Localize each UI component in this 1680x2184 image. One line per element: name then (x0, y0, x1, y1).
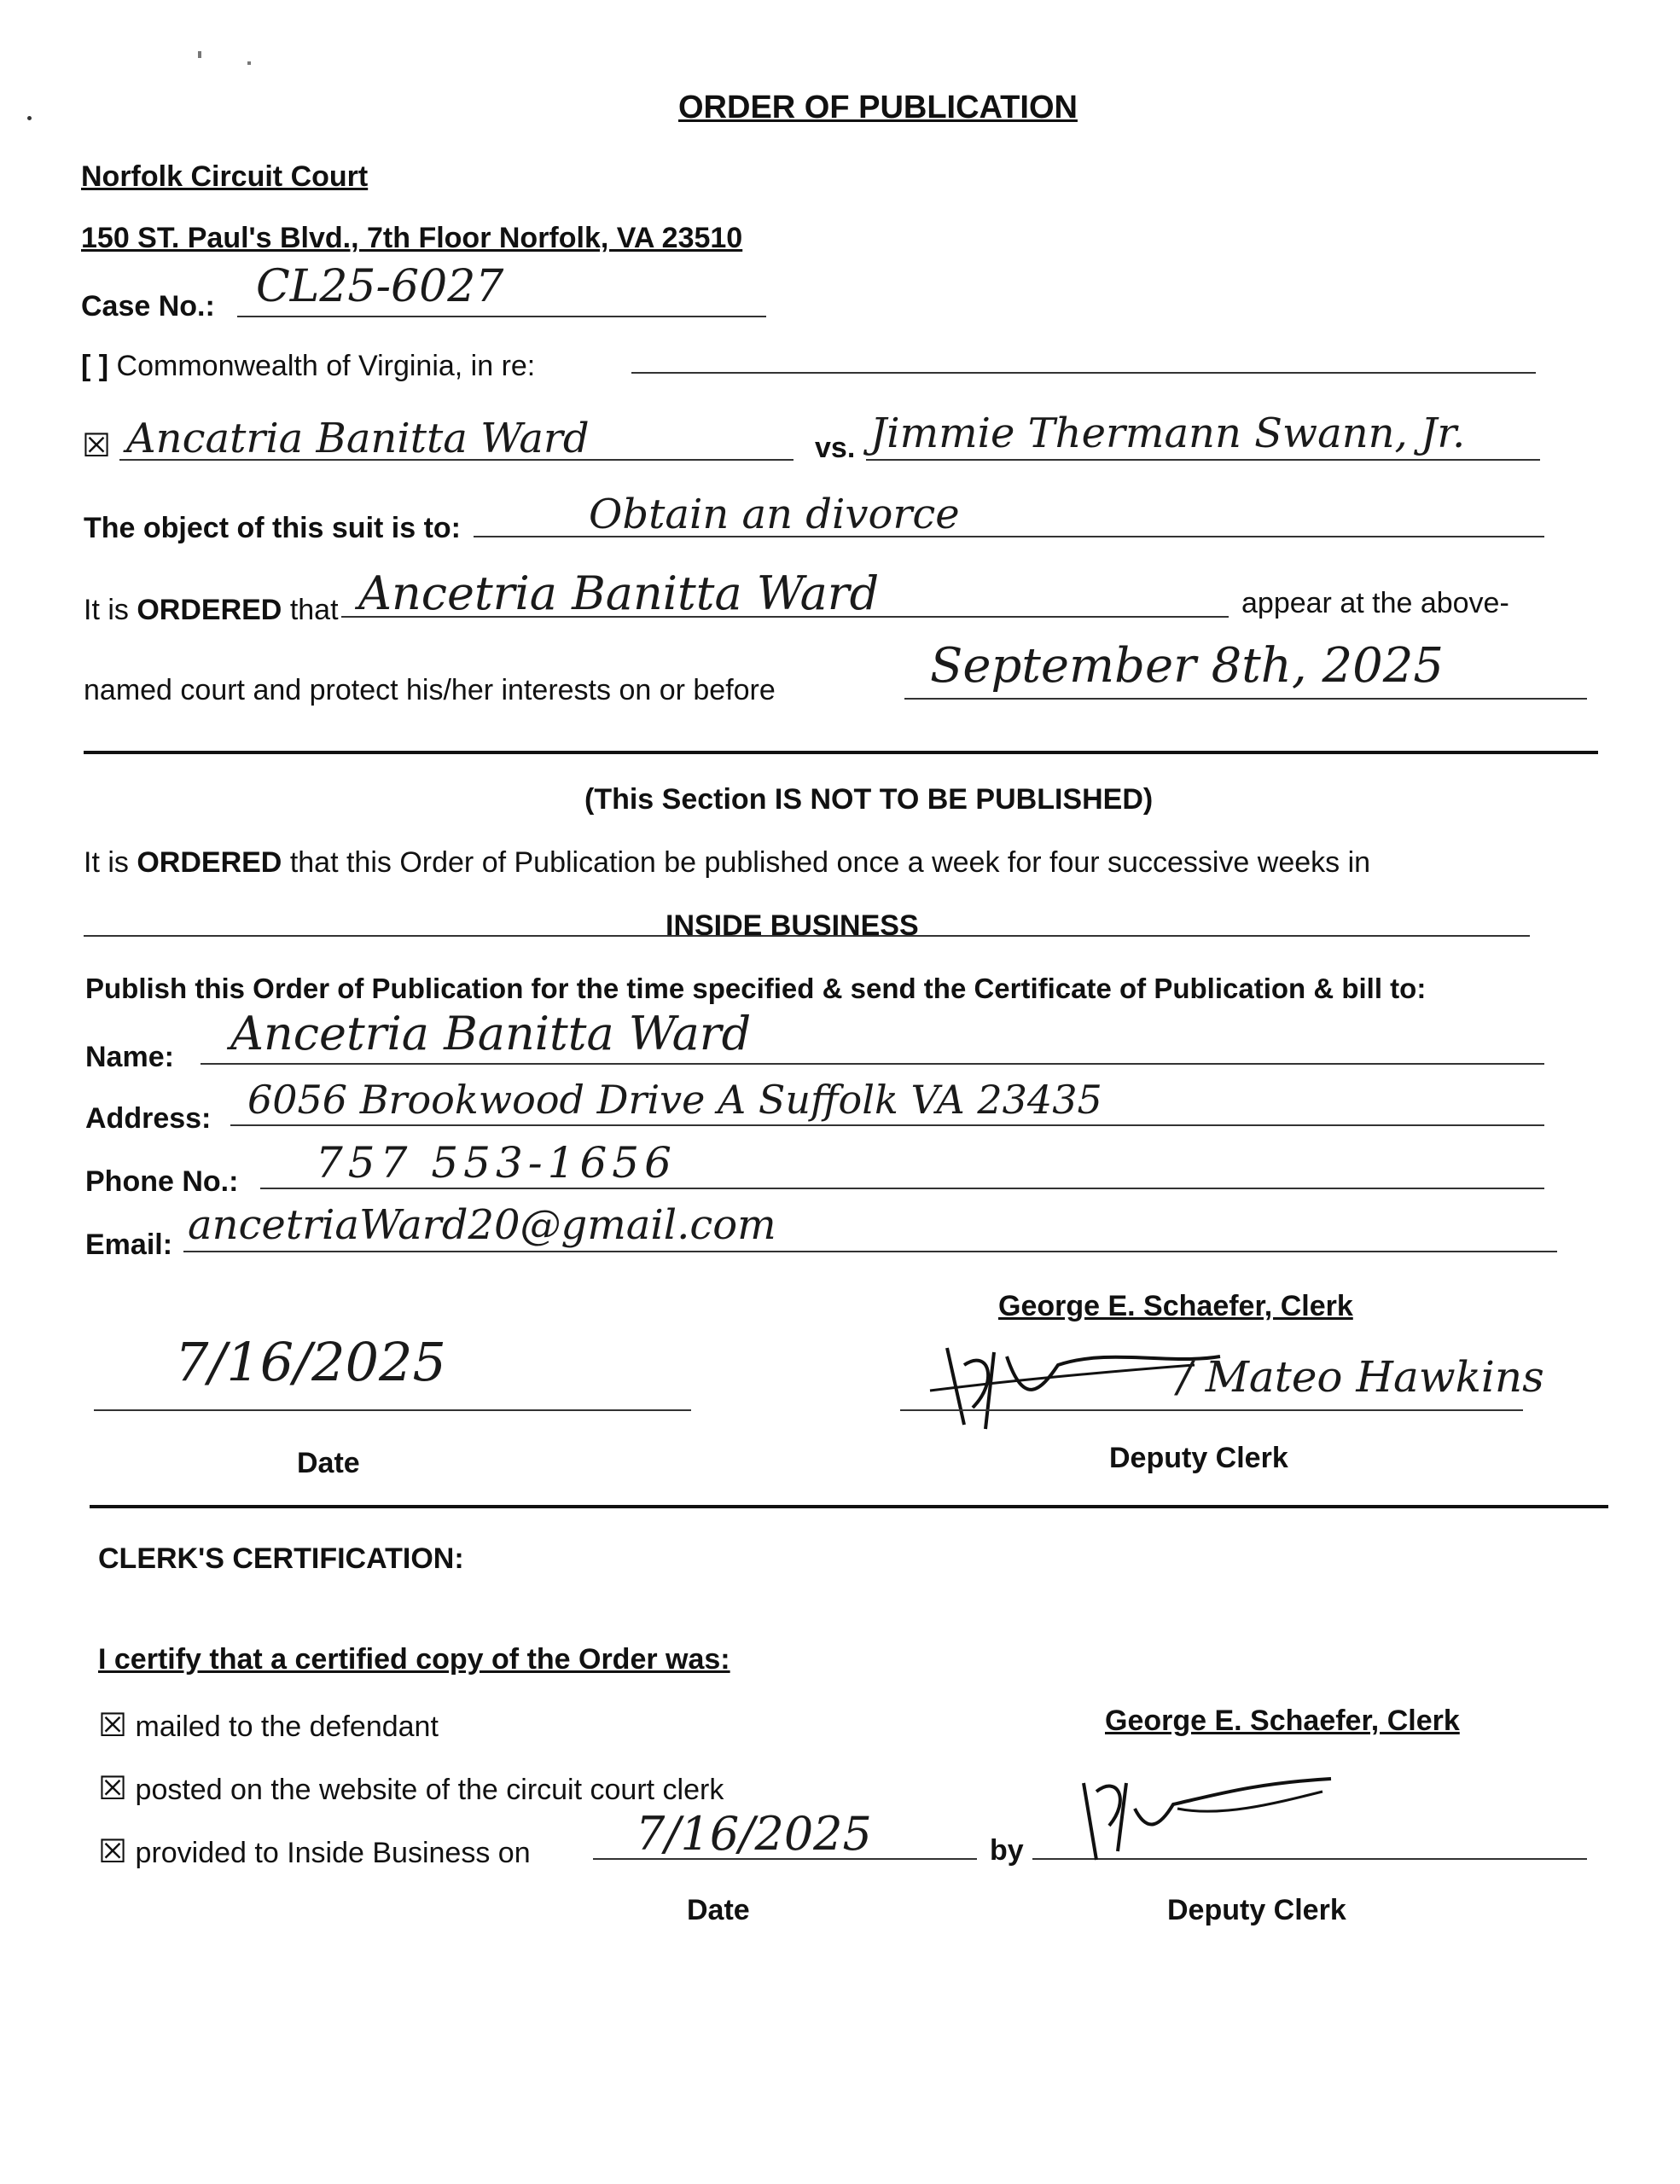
court-name: Norfolk Circuit Court (81, 160, 369, 193)
named-court-text: named court and protect his/her interests on or before (84, 674, 776, 706)
deadline-value: September 8th, 2025 (930, 638, 1444, 694)
certify-statement: I certify that a certified copy of the Order was: (98, 1643, 730, 1676)
plaintiff-name: Ancatria Banitta Ward (126, 415, 590, 462)
ordered-label (84, 594, 339, 627)
plaintiff-line (119, 459, 793, 461)
address-label: Address: (85, 1102, 212, 1135)
party-checkbox: ☒ (82, 427, 112, 464)
clerk-name-bottom: George E. Schaefer, Clerk (1105, 1705, 1460, 1737)
not-published-note: (This Section IS NOT TO BE PUBLISHED) (584, 783, 1154, 816)
cert-item-provided (98, 1833, 531, 1870)
newspaper-line (84, 935, 1530, 937)
object-label: The object of this suit is to: (84, 512, 461, 544)
appear-text: appear at the above- (1241, 587, 1509, 619)
publish-prefix: It is (84, 846, 137, 879)
cert-checkbox-mailed: ☒ (98, 1706, 128, 1744)
address-value: 6056 Brookwood Drive A Suffolk VA 23435 (247, 1077, 1102, 1123)
cert-checkbox-provided: ☒ (98, 1833, 128, 1870)
document-title: ORDER OF PUBLICATION (678, 90, 1078, 125)
section-divider (84, 751, 1598, 754)
commonwealth-row (81, 350, 535, 383)
scan-speck (247, 61, 251, 65)
order-date-line (94, 1409, 691, 1411)
provided-date-value: 7/16/2025 (636, 1807, 872, 1861)
cert-label-mailed: mailed to the defendant (135, 1711, 439, 1743)
phone-label: Phone No.: (85, 1165, 239, 1198)
commonwealth-checkbox: [ ] (81, 350, 109, 382)
scan-speck (27, 116, 32, 120)
commonwealth-line (631, 372, 1536, 374)
cert-item-posted (98, 1769, 724, 1807)
cert-label-posted: posted on the website of the circuit court clerk (135, 1774, 724, 1806)
ordered-party: Ancetria Banitta Ward (358, 566, 880, 620)
phone-line (260, 1188, 1544, 1189)
object-value: Obtain an divorce (589, 491, 960, 538)
name-label: Name: (85, 1041, 174, 1073)
cert-item-mailed (98, 1706, 439, 1744)
ordered-party-line (341, 616, 1229, 618)
deputy-label-top: Deputy Clerk (1109, 1442, 1288, 1474)
by-label: by (990, 1834, 1024, 1867)
publish-order-text (84, 846, 1370, 880)
certification-divider (90, 1505, 1608, 1508)
defendant-name: Jimmie Thermann Swann, Jr. (870, 410, 1466, 457)
publish-rest: that this Order of Publication be published once a week for four successive weeks in (282, 846, 1371, 879)
court-address: 150 ST. Paul's Blvd., 7th Floor Norfolk, VA 23510 (81, 222, 743, 254)
case-no-label: Case No.: (81, 290, 215, 322)
deadline-line (904, 698, 1587, 700)
ordered-prefix: It is (84, 594, 137, 626)
address-line (230, 1124, 1544, 1126)
order-date-value: 7/16/2025 (175, 1331, 446, 1393)
cert-checkbox-posted: ☒ (98, 1769, 128, 1807)
ordered-word: ORDERED (137, 594, 282, 626)
cert-label-provided: provided to Inside Business on (135, 1837, 531, 1869)
name-line (201, 1063, 1544, 1065)
newspaper-name: INSIDE BUSINESS (666, 909, 919, 942)
certification-heading: CLERK'S CERTIFICATION: (98, 1542, 464, 1575)
case-no-line (237, 316, 766, 317)
deputy-printed-name: / Mateo Hawkins (1177, 1352, 1544, 1402)
defendant-line (866, 459, 1540, 461)
vs-label: vs. (815, 432, 856, 464)
provided-date-line (593, 1858, 977, 1860)
scan-speck (198, 51, 201, 58)
send-instruction: Publish this Order of Publication for the time specified & send the Certificate of Publication & bill to: (85, 973, 1427, 1004)
order-date-label: Date (297, 1447, 360, 1479)
deputy-signature-line-top (900, 1409, 1523, 1411)
phone-value: 757 553-1656 (316, 1138, 677, 1188)
email-value: ancetriaWard20@gmail.com (188, 1201, 776, 1249)
provided-date-label: Date (687, 1894, 750, 1926)
deputy-label-bottom: Deputy Clerk (1167, 1894, 1346, 1926)
clerk-name-top: George E. Schaefer, Clerk (998, 1290, 1353, 1322)
name-value: Ancetria Banitta Ward (230, 1007, 752, 1060)
ordered-that: that (282, 594, 339, 626)
email-line (183, 1251, 1557, 1252)
publish-word: ORDERED (137, 846, 282, 879)
email-label: Email: (85, 1228, 173, 1261)
object-line (474, 536, 1544, 537)
case-no-value: CL25-6027 (256, 261, 504, 312)
commonwealth-label: Commonwealth of Virginia, in re: (116, 350, 536, 382)
deputy-signature-bottom (1049, 1757, 1357, 1868)
